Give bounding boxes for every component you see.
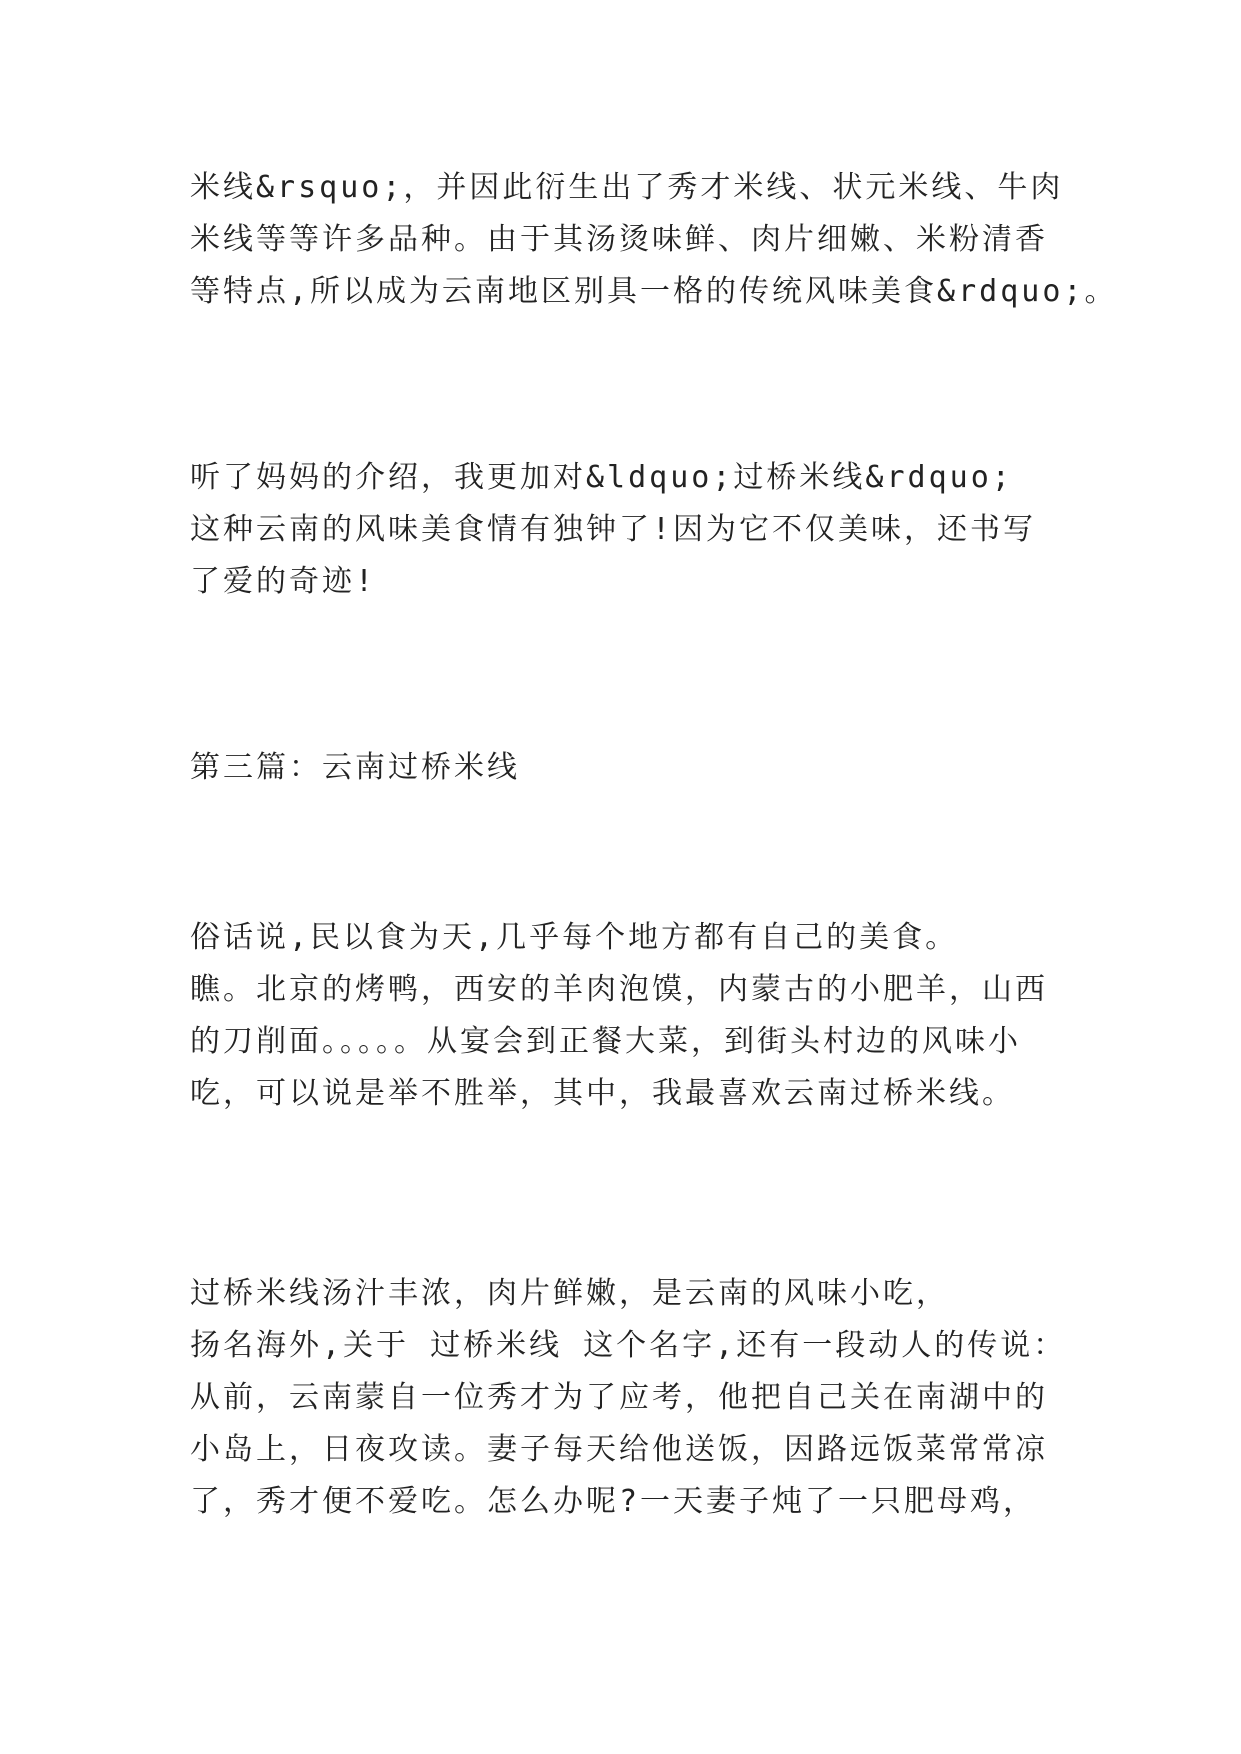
text-line: 了爱的奇迹! <box>190 564 377 599</box>
paragraph-legend-story <box>190 1268 1090 1528</box>
text-line: 俗话说,民以食为天,几乎每个地方都有自己的美食。 <box>190 920 959 955</box>
text-line: 过桥米线汤汁丰浓，肉片鲜嫩，是云南的风味小吃， <box>190 1276 949 1311</box>
text-line: 米线&rsquo;，并因此衍生出了秀才米线、状元米线、牛肉 <box>190 170 1064 205</box>
text-line: 米线等等许多品种。由于其汤烫味鲜、肉片细嫩、米粉清香 <box>190 222 1048 257</box>
text-line: 吃，可以说是举不胜举，其中，我最喜欢云南过桥米线。 <box>190 1076 1015 1111</box>
text-line: 从前，云南蒙自一位秀才为了应考，他把自己关在南湖中的 <box>190 1380 1048 1415</box>
text-line: 扬名海外,关于 过桥米线 这个名字,还有一段动人的传说： <box>190 1328 1067 1363</box>
heading-line: 第三篇：云南过桥米线 <box>190 750 520 785</box>
text-line: 等特点,所以成为云南地区别具一格的传统风味美食&rdquo;。 <box>190 274 1118 309</box>
paragraph-rice-noodle-varieties <box>190 162 1118 318</box>
text-line: 听了妈妈的介绍，我更加对&ldquo;过桥米线&rdquo; <box>190 460 1013 495</box>
text-line: 的刀削面。。。。。从宴会到正餐大菜，到街头村边的风味小 <box>190 1024 1021 1059</box>
text-line: 这种云南的风味美食情有独钟了!因为它不仅美味，还书写 <box>190 512 1037 547</box>
text-line: 瞧。北京的烤鸭，西安的羊肉泡馍，内蒙古的小肥羊，山西 <box>190 972 1048 1007</box>
paragraph-mother-introduction <box>190 452 1090 608</box>
text-line: 了，秀才便不爱吃。怎么办呢?一天妻子炖了一只肥母鸡， <box>190 1484 1037 1519</box>
section-heading <box>190 742 1090 794</box>
text-line: 小岛上，日夜攻读。妻子每天给他送饭，因路远饭菜常常凉 <box>190 1432 1048 1467</box>
paragraph-regional-foods <box>190 912 1090 1120</box>
